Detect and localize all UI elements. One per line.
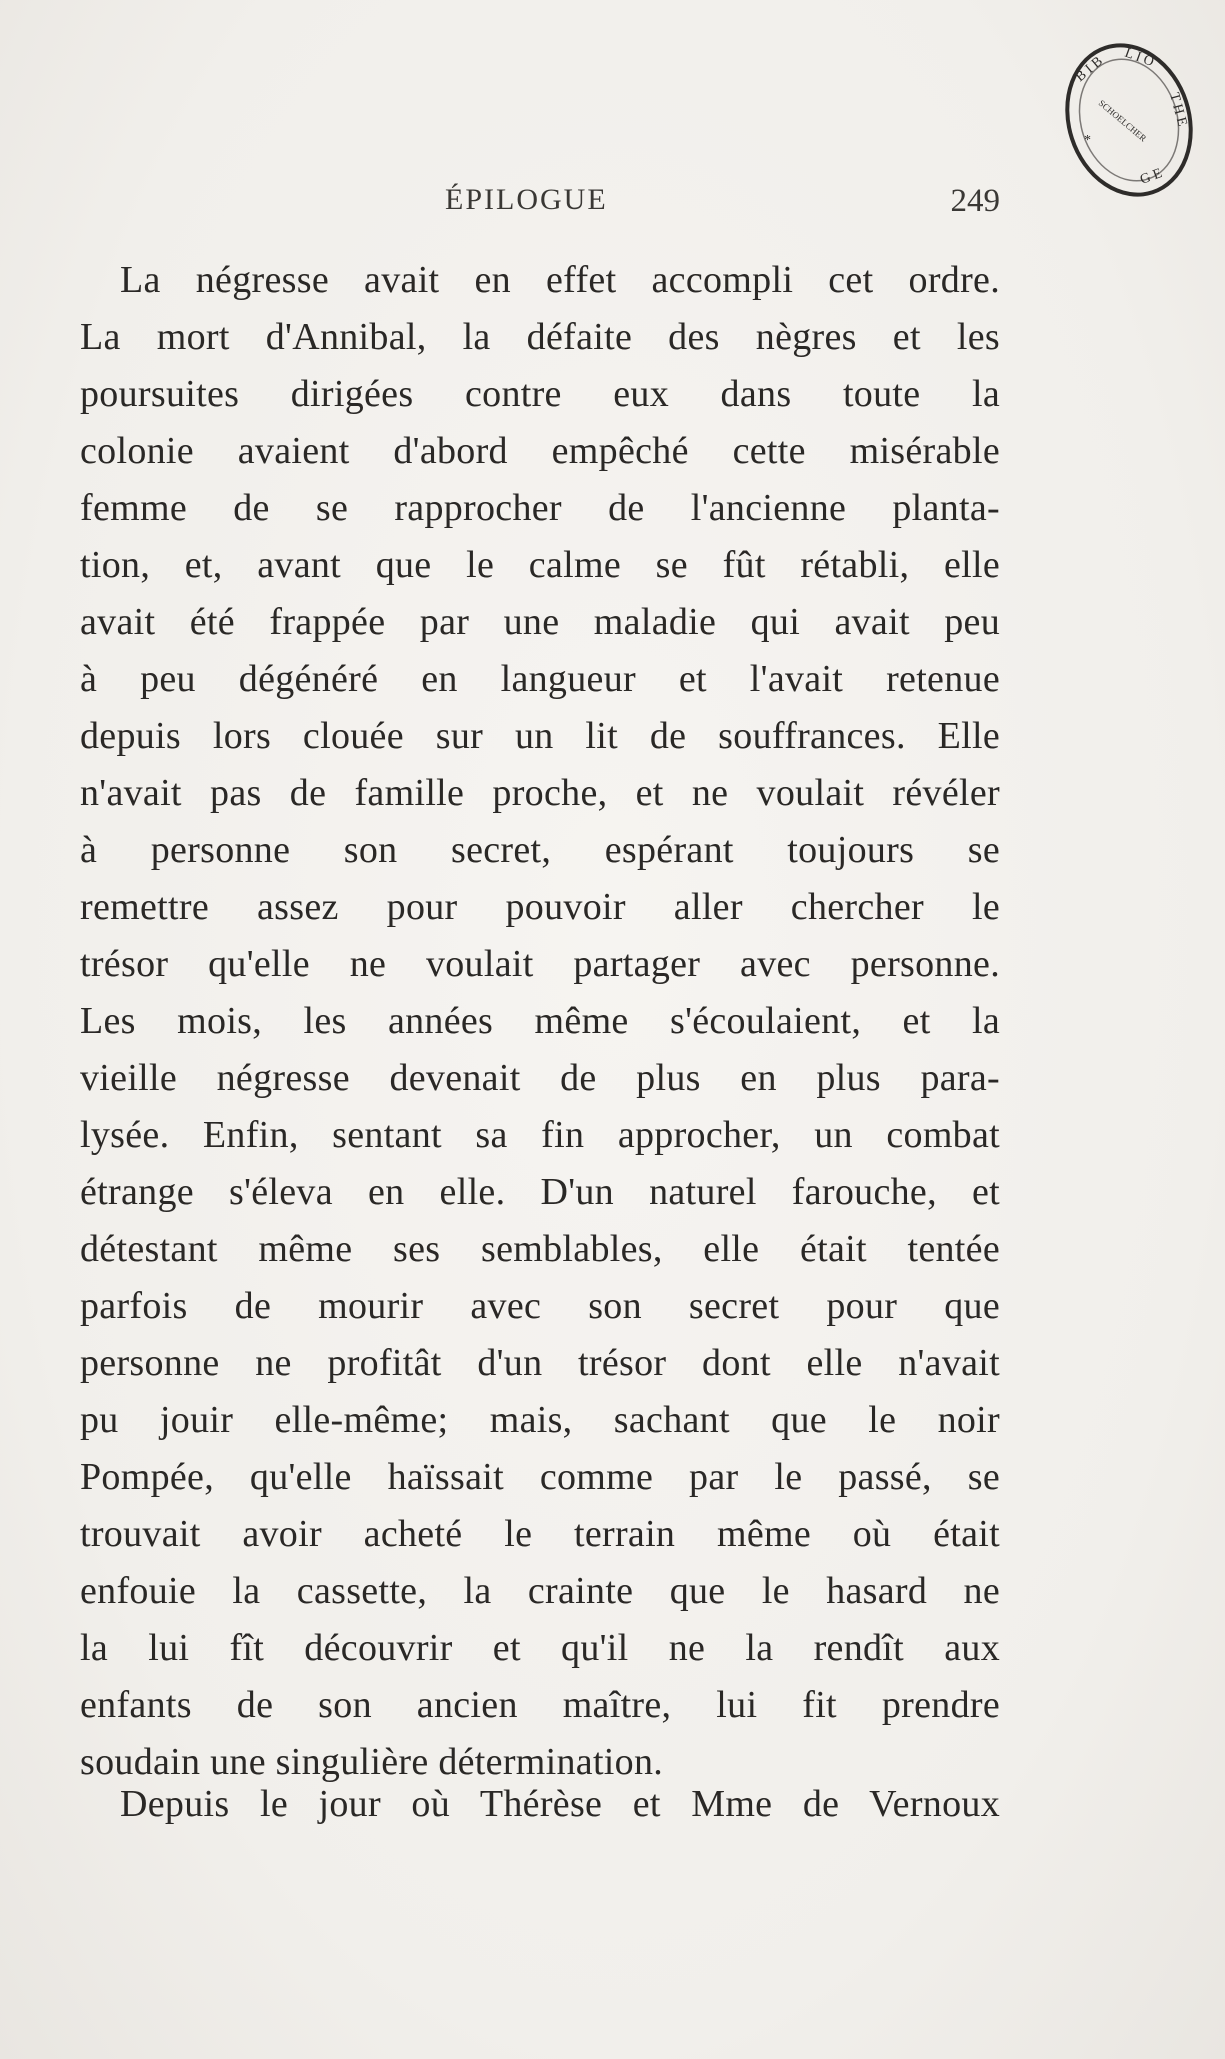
text-line: la lui fît découvrir et qu'il ne la rendît aux <box>80 1627 1000 1669</box>
text-line: Depuis le jour où Thérèse et Mme de Vernoux <box>120 1783 1000 1825</box>
svg-text:B I B: B I B <box>1072 54 1106 86</box>
text-line: depuis lors clouée sur un lit de souffrances. Elle <box>80 715 1000 757</box>
text-line: femme de se rapprocher de l'ancienne planta- <box>80 487 1000 529</box>
text-line: colonie avaient d'abord empêché cette misérable <box>80 430 1000 472</box>
text-line: Pompée, qu'elle haïssait comme par le passé, se <box>80 1456 1000 1498</box>
running-title: ÉPILOGUE <box>445 183 608 216</box>
text-line: enfants de son ancien maître, lui fit prendre <box>80 1684 1000 1726</box>
text-line: remettre assez pour pouvoir aller chercher le <box>80 886 1000 928</box>
text-line: Les mois, les années même s'écoulaient, et la <box>80 1000 1000 1042</box>
text-line: La négresse avait en effet accompli cet ordre. <box>120 259 1000 301</box>
svg-text:SCHOELCHER: SCHOELCHER <box>1096 97 1149 144</box>
text-line: à peu dégénéré en langueur et l'avait retenue <box>80 658 1000 700</box>
text-line: personne ne profitât d'un trésor dont elle n'avait <box>80 1342 1000 1384</box>
text-line: lysée. Enfin, sentant sa fin approcher, un combat <box>80 1114 1000 1156</box>
text-line: trésor qu'elle ne voulait partager avec personne. <box>80 943 1000 985</box>
library-stamp-icon <box>1058 34 1200 206</box>
page-number: 249 <box>950 183 1000 219</box>
text-line: avait été frappée par une maladie qui avait peu <box>80 601 1000 643</box>
text-line: trouvait avoir acheté le terrain même où était <box>80 1513 1000 1555</box>
text-line: pu jouir elle-même; mais, sachant que le noir <box>80 1399 1000 1441</box>
text-line: parfois de mourir avec son secret pour que <box>80 1285 1000 1327</box>
paragraph-1 <box>80 252 1000 1791</box>
page-header <box>80 183 1000 233</box>
svg-text:T H E: T H E <box>1166 91 1190 128</box>
svg-text:G E: G E <box>1138 166 1165 188</box>
paragraph-2 <box>80 1776 1000 1833</box>
svg-text:L I O: L I O <box>1122 45 1156 70</box>
text-line: tion, et, avant que le calme se fût rétabli, elle <box>80 544 1000 586</box>
text-line: La mort d'Annibal, la défaite des nègres et les <box>80 316 1000 358</box>
text-line: vieille négresse devenait de plus en plus para- <box>80 1057 1000 1099</box>
text-line: détestant même ses semblables, elle était tentée <box>80 1228 1000 1270</box>
text-line: à personne son secret, espérant toujours se <box>80 829 1000 871</box>
text-line: étrange s'éleva en elle. D'un naturel farouche, et <box>80 1171 1000 1213</box>
text-line: soudain une singulière détermination. <box>80 1741 664 1783</box>
text-line: n'avait pas de famille proche, et ne voulait révéler <box>80 772 1000 814</box>
text-line: enfouie la cassette, la crainte que le hasard ne <box>80 1570 1000 1612</box>
text-line: poursuites dirigées contre eux dans toute la <box>80 373 1000 415</box>
svg-text:*: * <box>1084 133 1091 148</box>
